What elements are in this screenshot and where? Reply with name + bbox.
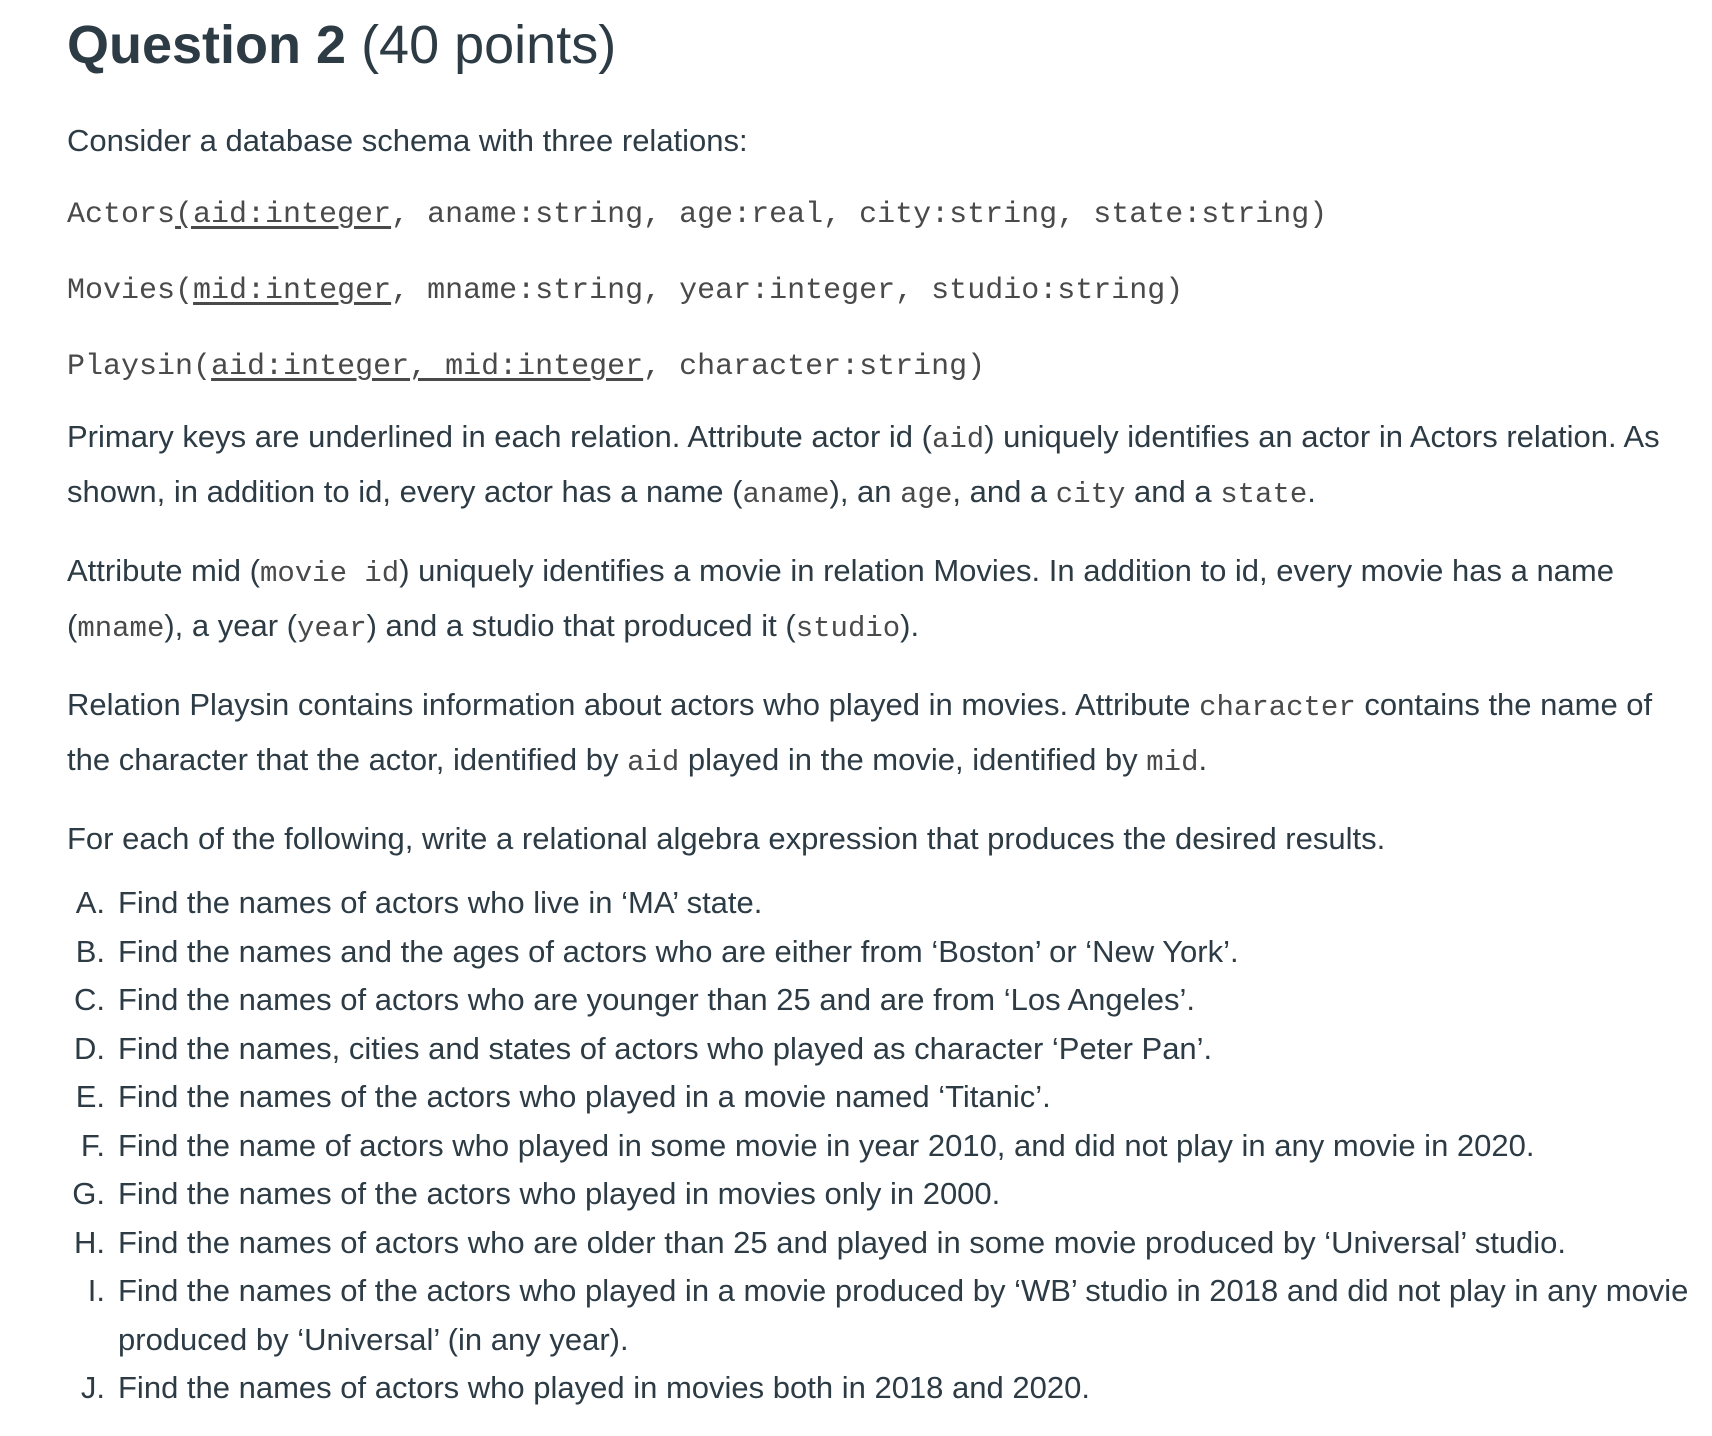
code-term: age: [900, 478, 953, 511]
list-item-text: Find the names of actors who played in movies both in 2018 and 2020.: [118, 1370, 1090, 1405]
list-item-letter: H.: [74, 1224, 105, 1260]
code-term: studio: [795, 612, 901, 645]
list-item-letter: B.: [75, 933, 105, 969]
question-list: [67, 879, 1697, 1413]
list-item-text: Find the names of actors who are younger than 25 and are from ‘Los Angeles’.: [118, 982, 1196, 1017]
list-item-text: Find the name of actors who played in some movie in year 2010, and did not play in any movie in 2020.: [118, 1127, 1535, 1163]
primary-key: (aid:integer: [175, 198, 392, 232]
list-item: [67, 1025, 1697, 1074]
relation-name: Playsin: [67, 350, 194, 384]
code-term: city: [1055, 478, 1126, 511]
code-term: aid: [627, 746, 680, 779]
primary-key: aid:integer, mid:integer: [211, 350, 644, 384]
list-item-text: Find the names of actors who live in ‘MA’ state.: [118, 885, 763, 920]
relation-attributes: , aname:string, age:real, city:string, state:string): [391, 198, 1328, 232]
list-item-text: Find the names of the actors who played in a movie named ‘Titanic’.: [118, 1079, 1051, 1114]
list-item-letter: C.: [74, 982, 105, 1017]
list-item-letter: A.: [75, 885, 105, 920]
schema-playsin: Playsin(aid:integer, mid:integer, character:string): [67, 350, 986, 384]
list-item-letter: I.: [87, 1273, 105, 1308]
list-item-text: Find the names of the actors who played in movies only in 2000.: [118, 1176, 1001, 1211]
list-item: [67, 976, 1697, 1025]
list-item: [67, 1364, 1697, 1413]
schema-actors: [67, 195, 1697, 235]
question-number: Question 2: [67, 15, 347, 75]
list-item-letter: G.: [72, 1176, 105, 1211]
list-item: [67, 879, 1697, 928]
code-term: movie id: [259, 557, 400, 590]
list-item-text: Find the names and the ages of actors who are either from ‘Boston’ or ‘New York’.: [118, 933, 1239, 969]
code-term: aid: [931, 423, 985, 456]
intro-text: Consider a database schema with three relations:: [67, 123, 748, 158]
instruction-text: For each of the following, write a relational algebra expression that produces the desired results.: [67, 821, 1386, 856]
list-item-text: Find the names, cities and states of actors who played as character ‘Peter Pan’.: [118, 1030, 1213, 1066]
list-item-text: Find the names of the actors who played in a movie produced by ‘WB’ studio in 2018 and did not play in any movie produced by ‘Universal’ (in any year).: [118, 1273, 1689, 1357]
list-item-letter: D.: [74, 1030, 105, 1066]
relation-name: Movies: [67, 274, 176, 308]
relation-name: Actors: [67, 198, 176, 232]
question-points: (40 points): [361, 15, 617, 75]
relation-attributes: , mname:string, year:integer, studio:string): [391, 274, 1184, 308]
list-item: [67, 1073, 1697, 1122]
question-title: [67, 0, 1697, 80]
code-term: state: [1220, 478, 1308, 511]
list-item: [67, 1267, 1697, 1364]
list-item: [67, 1122, 1697, 1171]
code-term: character: [1199, 691, 1356, 724]
primary-key-paragraph: Primary keys are underlined in each relation. Attribute actor id (aid) uniquely identifies an actor in Actors relation. As shown, in addition to id, every actor has a name (aname), an age, and a city and a state.: [67, 419, 1660, 511]
schema-movies: Movies(mid:integer, mname:string, year:integer, studio:string): [67, 274, 1184, 308]
code-term: aname: [742, 478, 830, 511]
playsin-paragraph: Relation Playsin contains information about actors who played in movies. Attribute character contains the name of the character that the actor, identified by aid played in the movie, identified by mid.: [67, 687, 1653, 779]
code-term: year: [297, 612, 367, 645]
relation-attributes: , character:string): [643, 350, 986, 384]
question-page: [67, 0, 1697, 1413]
list-item-letter: E.: [75, 1079, 105, 1114]
list-item-letter: J.: [80, 1370, 105, 1405]
code-term: mname: [77, 612, 165, 645]
list-item: [67, 1219, 1697, 1268]
list-item-text: Find the names of actors who are older than 25 and played in some movie produced by ‘Universal’ studio.: [118, 1224, 1567, 1260]
primary-key: mid:integer: [193, 274, 392, 308]
movie-id-paragraph: Attribute mid (movie id) uniquely identifies a movie in relation Movies. In addition to id, every movie has a name (mname), a year (year) and a studio that produced it (studio).: [67, 553, 1614, 645]
list-item: [67, 928, 1697, 977]
list-item: [67, 1170, 1697, 1219]
list-item-letter: F.: [80, 1127, 105, 1163]
code-term: mid: [1146, 746, 1199, 779]
